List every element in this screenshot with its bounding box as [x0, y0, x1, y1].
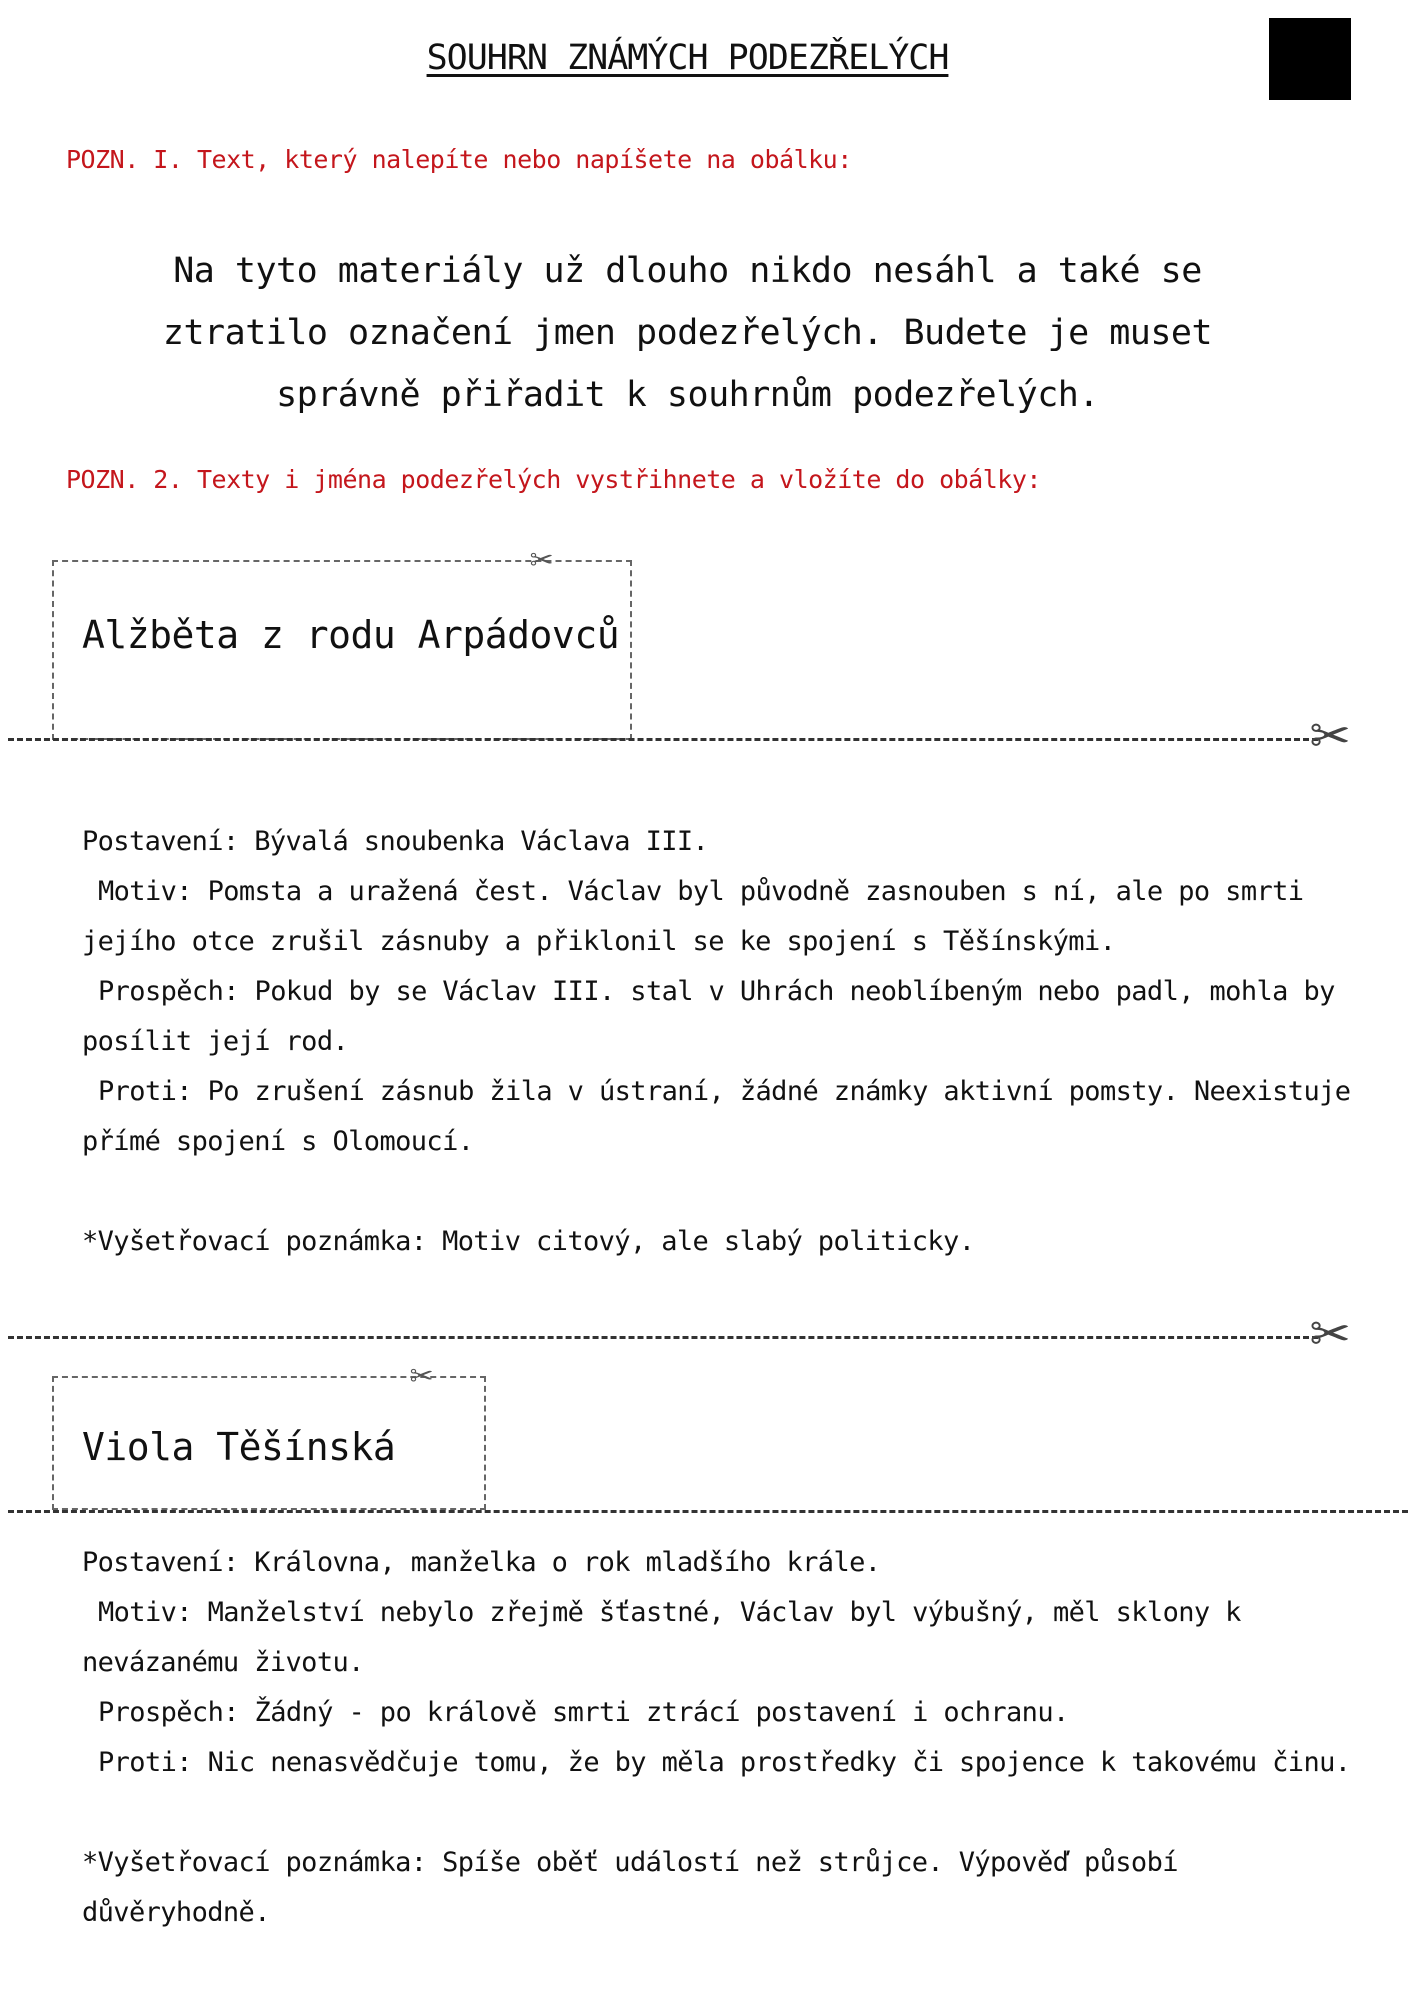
suspect-description [82, 817, 1382, 1267]
text-line: Prospěch: Pokud by se Václav III. stal v Uhrách neoblíbeným nebo padl, mohla by [98, 976, 1335, 1007]
text-line: přímé spojení s Olomoucí. [82, 1126, 474, 1157]
text-line: Motiv: Pomsta a uražená čest. Václav byl původně zasnouben s ní, ale po smrti [98, 876, 1304, 907]
black-square [1269, 18, 1351, 100]
text-line: Prospěch: Žádný - po králově smrti ztrácí postavení i ochranu. [98, 1697, 1069, 1728]
cut-line [8, 1336, 1318, 1339]
scissors-icon: ✂ [410, 1353, 433, 1397]
intro-line: ztratilo označení jmen podezřelých. Budete je muset [162, 313, 1213, 353]
investigation-note: *Vyšetřovací poznámka: Spíše oběť událostí než strůjce. Výpověď působí [82, 1847, 1178, 1878]
scissors-icon: ✂ [1310, 1294, 1350, 1371]
intro-line: Na tyto materiály už dlouho nikdo nesáhl a také se [173, 251, 1202, 291]
cut-line [8, 1510, 1408, 1513]
cut-line [8, 738, 1318, 741]
intro-line: správně přiřadit k souhrnům podezřelých. [276, 375, 1099, 415]
text-line: posílit její rod. [82, 1026, 349, 1057]
text-line: Proti: Nic nenasvědčuje tomu, že by měla prostředky či spojence k takovému činu. [98, 1747, 1351, 1778]
note-2: POZN. 2. Texty i jména podezřelých vystřihnete a vložíte do obálky: [66, 465, 1041, 494]
suspect-name: Alžběta z rodu Arpádovců [82, 613, 620, 657]
text-line: Proti: Po zrušení zásnub žila v ústraní, žádné známky aktivní pomsty. Neexistuje [98, 1076, 1351, 1107]
investigation-note: *Vyšetřovací poznámka: Motiv citový, ale slabý politicky. [82, 1226, 975, 1257]
text-line: Motiv: Manželství nebylo zřejmě šťastné, Václav byl výbušný, měl sklony k [98, 1597, 1241, 1628]
investigation-note: důvěryhodně. [82, 1897, 270, 1928]
intro-text [150, 240, 1225, 426]
suspect-description [82, 1538, 1382, 1938]
scissors-icon: ✂ [530, 537, 553, 581]
note-1: POZN. I. Text, který nalepíte nebo napíšete na obálku: [66, 145, 852, 174]
scissors-icon: ✂ [1310, 696, 1350, 773]
text-line: nevázanému životu. [82, 1647, 364, 1678]
text-line: Postavení: Královna, manželka o rok mladšího krále. [82, 1547, 881, 1578]
text-line: jejího otce zrušil zásnuby a přiklonil se ke spojení s Těšínskými. [82, 926, 1116, 957]
page-title: SOUHRN ZNÁMÝCH PODEZŘELÝCH [426, 38, 949, 78]
suspect-name: Viola Těšínská [82, 1425, 396, 1469]
text-line: Postavení: Bývalá snoubenka Václava III. [82, 826, 709, 857]
